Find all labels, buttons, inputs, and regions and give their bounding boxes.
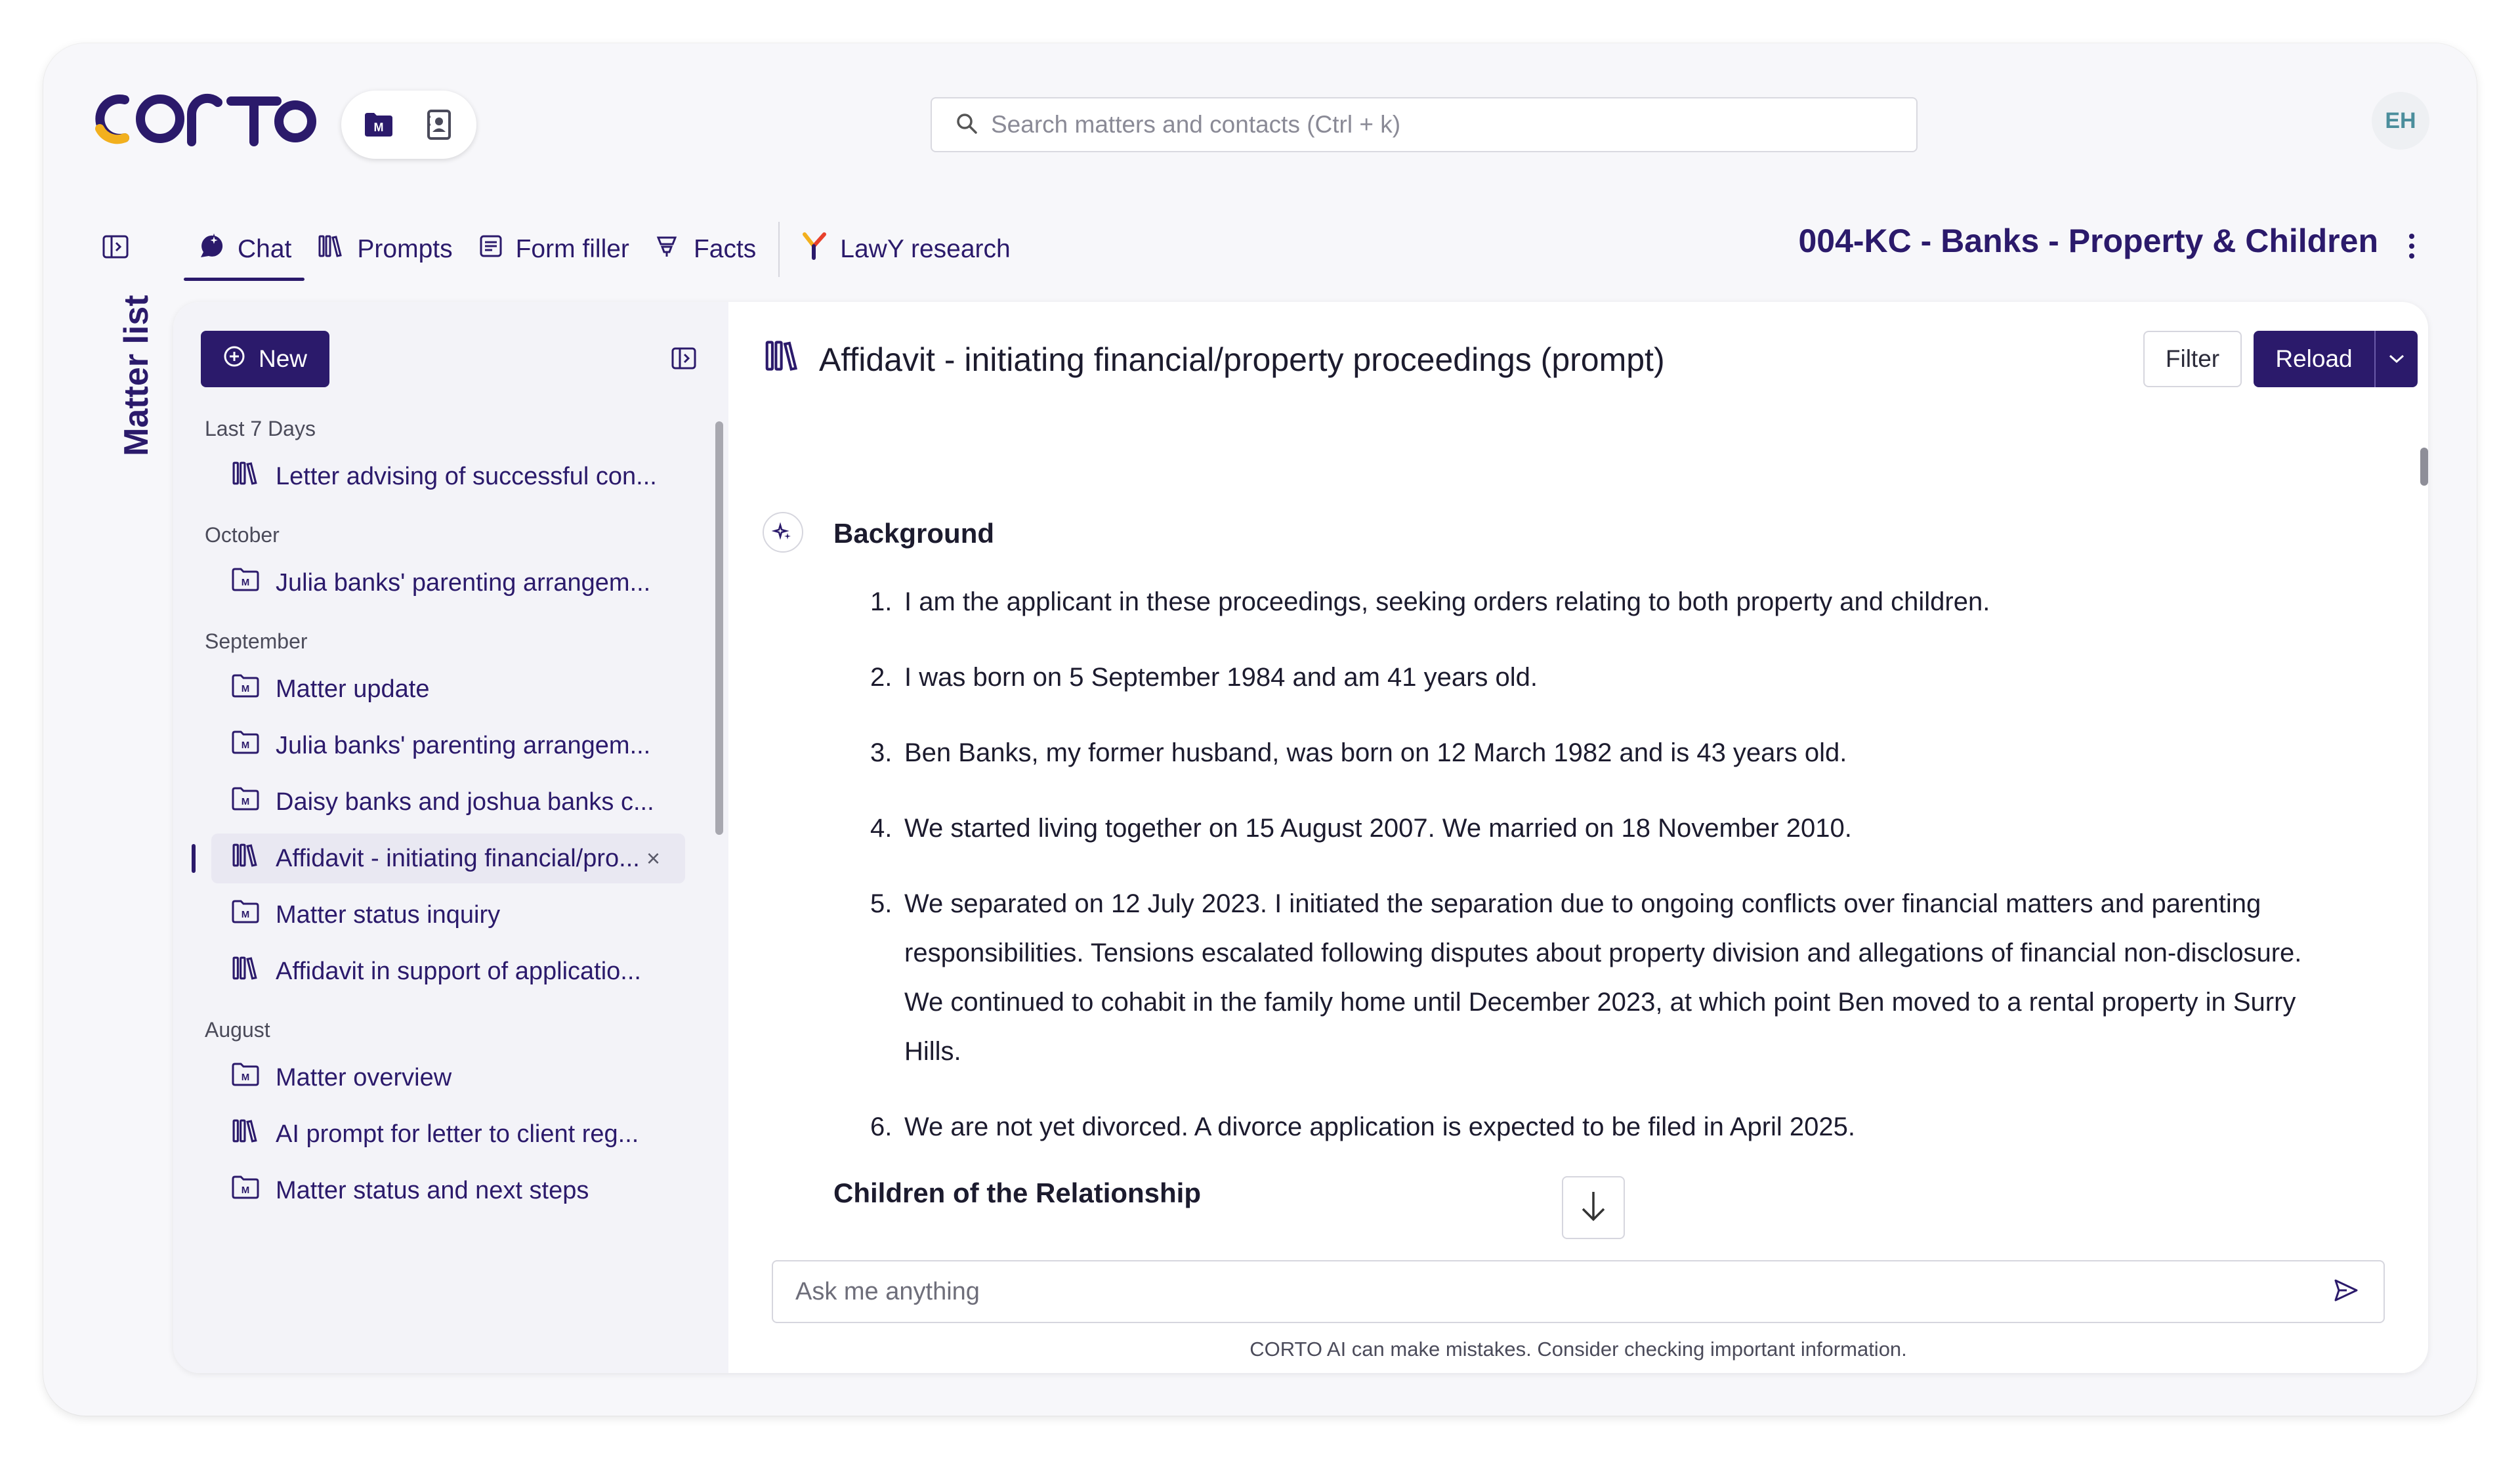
list-item-label: Matter overview xyxy=(276,1063,452,1091)
tab-bar xyxy=(184,223,1024,276)
matter-icon xyxy=(231,730,260,761)
list-item[interactable] xyxy=(211,664,685,714)
matter-icon xyxy=(231,1175,260,1206)
paragraph-number: 5. xyxy=(870,889,892,918)
matter-contacts-switcher xyxy=(341,91,476,159)
main-panel xyxy=(173,302,2428,1373)
new-chat-button[interactable] xyxy=(201,331,329,387)
svg-text:M: M xyxy=(241,1185,250,1196)
list-item-label: Julia banks' parenting arrangem... xyxy=(276,568,651,597)
books-icon xyxy=(231,460,260,493)
matter-icon xyxy=(231,1062,260,1093)
contacts-icon[interactable] xyxy=(421,106,457,143)
filter-button[interactable]: Filter xyxy=(2143,331,2242,387)
svg-text:M: M xyxy=(373,121,384,134)
list-paragraph xyxy=(833,653,2343,702)
group-label: October xyxy=(205,522,280,547)
paragraph-text: Ben Banks, my former husband, was born on 12 March 1982 and is 43 years old. xyxy=(904,738,1847,767)
matter-icon xyxy=(231,786,260,818)
svg-text:M: M xyxy=(241,796,250,807)
tab-facts[interactable] xyxy=(642,223,769,276)
list-item-label: Affidavit - initiating financial/pro... xyxy=(276,844,640,872)
paragraph-number: 3. xyxy=(870,738,892,767)
list-paragraph xyxy=(833,578,2343,627)
lawy-icon xyxy=(802,232,827,267)
list-item[interactable] xyxy=(211,890,685,940)
chat-input-box[interactable] xyxy=(772,1260,2385,1323)
list-item-label: Julia banks' parenting arrangem... xyxy=(276,731,651,759)
tab-divider xyxy=(778,222,780,277)
corto-logo[interactable] xyxy=(87,91,316,150)
list-item-label: Daisy banks and joshua banks c... xyxy=(276,788,654,816)
scroll-to-bottom-button[interactable] xyxy=(1562,1176,1625,1239)
svg-text:M: M xyxy=(241,740,250,751)
list-paragraph xyxy=(833,804,2343,853)
group-label: August xyxy=(205,1017,270,1042)
matter-icon xyxy=(231,673,260,705)
list-item-label: Matter status and next steps xyxy=(276,1176,589,1204)
search-icon xyxy=(956,112,978,138)
conversation-sidebar xyxy=(173,302,728,1373)
list-item[interactable] xyxy=(211,721,685,771)
books-icon xyxy=(764,339,801,381)
svg-text:M: M xyxy=(241,1072,250,1083)
svg-text:M: M xyxy=(241,577,250,588)
matter-title: 004-KC - Banks - Property & Children xyxy=(1798,222,2378,259)
paragraph-text: We started living together on 15 August 2007. We married on 18 November 2010. xyxy=(904,814,1852,843)
paragraph-number: 4. xyxy=(870,814,892,843)
form-icon xyxy=(479,234,503,264)
paragraph-text: I am the applicant in these proceedings, seeking orders relating to both property and children. xyxy=(904,587,1990,616)
chat-title: Affidavit - initiating financial/property proceedings (prompt) xyxy=(819,341,1665,378)
chat-icon xyxy=(197,232,224,266)
tab-prompts[interactable] xyxy=(304,223,465,276)
list-item[interactable] xyxy=(211,558,685,608)
svg-text:M: M xyxy=(241,683,250,694)
reload-button[interactable] xyxy=(2254,331,2418,387)
reload-label: Reload xyxy=(2275,345,2353,372)
list-item-label: Matter update xyxy=(276,675,430,703)
ai-message xyxy=(833,518,2343,1237)
list-paragraph xyxy=(833,1103,2343,1152)
tab-form-filler[interactable] xyxy=(466,223,642,276)
books-icon xyxy=(318,234,344,265)
section-heading: Children of the Relationship xyxy=(833,1177,1202,1208)
matter-icon xyxy=(231,567,260,599)
paragraph-number: 2. xyxy=(870,663,892,692)
facts-icon xyxy=(656,234,681,265)
numbered-list xyxy=(833,578,2343,1152)
sidebar-toggle-icon[interactable] xyxy=(100,231,131,263)
section-heading: Background xyxy=(833,518,995,549)
matter-icon[interactable] xyxy=(360,106,397,143)
list-item-label: AI prompt for letter to client reg... xyxy=(276,1120,639,1148)
books-icon xyxy=(231,955,260,988)
paragraph-text: We separated on 12 July 2023. I initiated the separation due to ongoing conflicts over financial matters and parenting responsibilities. Tensions escalated following disputes about property division and allegations of financial non-disclosure. We continued to cohabit in the family home until December 2023, at which point Ben moved to a rental property in Surry Hills. xyxy=(904,889,2302,1066)
list-item-label: Letter advising of successful con... xyxy=(276,462,657,490)
more-options-icon[interactable] xyxy=(2402,230,2422,263)
search-input[interactable] xyxy=(991,111,1916,138)
list-item[interactable] xyxy=(211,777,685,827)
group-label: September xyxy=(205,629,308,653)
paragraph-text: We are not yet divorced. A divorce application is expected to be filed in April 2025. xyxy=(904,1112,1856,1141)
chevron-down-icon[interactable] xyxy=(2374,331,2418,387)
conversation-list xyxy=(173,412,711,1222)
paragraph-number: 6. xyxy=(870,1112,892,1141)
tab-lawy-research[interactable] xyxy=(789,223,1023,276)
list-item[interactable] xyxy=(211,1053,685,1103)
list-item[interactable] xyxy=(211,1166,685,1216)
list-item[interactable] xyxy=(211,1109,685,1159)
list-paragraph xyxy=(833,729,2343,778)
chat-scrollbar[interactable] xyxy=(2420,448,2428,486)
paragraph-text: I was born on 5 September 1984 and am 41 years old. xyxy=(904,663,1538,692)
list-item-selected[interactable] xyxy=(211,834,685,883)
collapse-sidebar-icon[interactable] xyxy=(669,344,698,373)
send-icon[interactable] xyxy=(2334,1279,2359,1305)
matter-list-label[interactable]: Matter list xyxy=(117,295,156,456)
tab-chat-label: Chat xyxy=(238,235,292,263)
list-item-label: Affidavit in support of applicatio... xyxy=(276,957,641,985)
paragraph-number: 1. xyxy=(870,587,892,616)
tab-lawy-research-label: LawY research xyxy=(840,235,1011,263)
svg-text:M: M xyxy=(241,909,250,920)
sidebar-scrollbar[interactable] xyxy=(715,421,723,835)
books-icon xyxy=(231,842,260,875)
tab-chat[interactable] xyxy=(184,223,304,276)
ai-sparkle-icon xyxy=(763,512,803,553)
chat-input[interactable] xyxy=(795,1278,2334,1306)
tab-facts-label: Facts xyxy=(693,235,757,263)
group-label: Last 7 Days xyxy=(205,416,316,440)
tab-form-filler-label: Form filler xyxy=(515,235,629,263)
user-avatar[interactable]: EH xyxy=(2372,92,2429,150)
new-chat-label: New xyxy=(258,345,308,372)
disclaimer-text: CORTO AI can make mistakes. Consider checking important information. xyxy=(1250,1338,1907,1361)
books-icon xyxy=(231,1118,260,1151)
list-item[interactable] xyxy=(211,946,685,996)
list-item-label: Matter status inquiry xyxy=(276,900,501,929)
list-paragraph xyxy=(833,879,2343,1076)
tab-prompts-label: Prompts xyxy=(357,235,453,263)
plus-circle-icon xyxy=(223,345,245,373)
list-item[interactable] xyxy=(211,452,685,501)
matter-icon xyxy=(231,899,260,931)
arrow-down-icon xyxy=(1579,1189,1608,1227)
search-bar[interactable] xyxy=(931,97,1918,152)
chat-header xyxy=(764,339,1665,381)
close-icon[interactable]: × xyxy=(646,845,660,872)
